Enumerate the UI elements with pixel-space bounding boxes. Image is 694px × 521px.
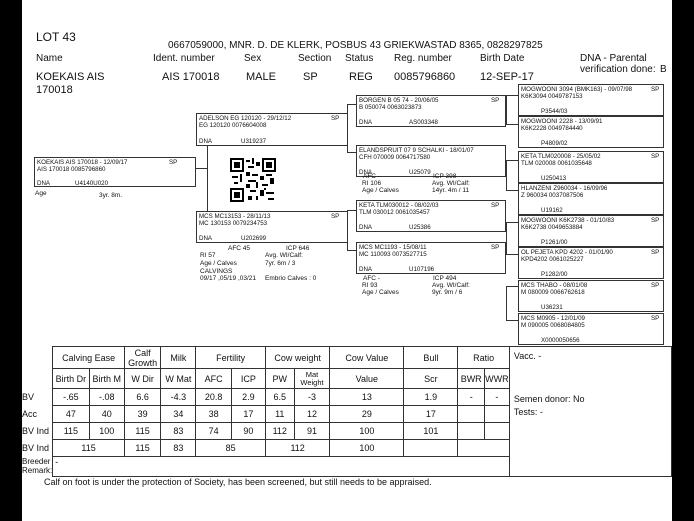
lot-sheet: LOT 43 0667059000, MNR. D. DE KLERK, POSBUS 43 GRIEKWASTAD 8365, 0828297825 Name Ident. number Sex Section Status Reg. number Birth Date DNA - Parental verification done: B KOEKAIS AIS 170018 AIS 170018 MALE SP REG 0085796860 12-SEP-17 KOEKAIS AIS 170018 - 12/09/17 SP AIS 170018 0085796860 DNA U4140U020 Age 3yr. 8m. ADELSON EG 120120 - 29/12/12 SP EG 120120 0076604008 DNA U319237 MCS MC13153 - 28/11/13 SP MC 130153 0079234753 DNA U202699 AFC 45 ICP 646 RI 57 Avg. WI/Calf: Age / Calves 7yr. 6m / 3 CALVINGS 09/17 ,05/19 ,03/21 Embrio Calves : 0 BORGEN B 05 74 - 20/06/05 SP B 050074 0063023873 DNA AS003348 ELANDSPRUIT 07 9 SCHALKI - 18/01/07 CFH 070009 0064717580 DNA U25079 AFC - ICP 398 RI 106 Avg. WI/Calf: Age / Calves 14yr. 4m / 11 KETA TLM030012 - 08/02/03 SP TLM 030012 0061035457 DNA U25386 MCS MC1193 - 15/08/11 SP MC 110093 0073527715 DNA U107196 AFC - ICP 494 RI 93 Avg. WI/Calf: Age / Calves 9yr. 9m / 6 MOGWOONI 3094 (BMK163) - 09/07/98 SP K6K3094 0049787153 P3544/03 MOGWOONI 2228 - 13/09/91 K6K2228 0049784440 P4809/02 KETA TLM020008 - 25/05/02 SP TLM 020008 0061035648 U250413 HLANZENI Z960034 - 16/09/96 Z 960034 0037087506 U19162 MOGWOONI K6K2738 - 01/10/83 SP K6K2738 0049653884 P1261/00 OL PEJETA KPD 4202 - 01/01/90 SP KPD4202 0061025227 P1282/00 MCS THABO - 08/01/08 SP M 080009 0066762618 U36231 MCS M0905 - 12/01/09 SP M 090005 0068084805 X0000050656 Calving Ease Calf Growth Milk Fertility Cow weight Cow Value Bull Ratio Vacc. - Semen donor: No Tests: - Birth Dr Birth M W Dir W Mat AFC ICP PW Mat Weight Value Scr BWR WWR BV -.65 -.08 6.6 -4.3 20.8 2.9 6.5 -3 13 1.9 - - Acc 47 40 39 34 38 17 11 12 29 17 BV Ind 115 100 115 83 74 90 112 91 100 101 BV Ind 115 115 83 85 112 100 Breeder Remark: - Calf on foot is under the protection of Society, has been screened, but still needs to be appraised. xyxy=(22,0,672,521)
sire-dam-box: ELANDSPRUIT 07 9 SCHALKI - 18/01/07 CFH 070009 0064717580 DNA U25079 xyxy=(356,145,506,177)
animal-reg: 0085796860 xyxy=(394,71,456,83)
header-ident: Ident. number xyxy=(153,53,215,64)
dam-dam-box: MCS MC1193 - 15/08/11 SP MC 110093 0073527715 DNA U107196 xyxy=(356,242,506,274)
owner-line: 0667059000, MNR. D. DE KLERK, POSBUS 43 GRIEKWASTAD 8365, 0828297825 xyxy=(168,40,543,51)
footer-note: Calf on foot is under the protection of Society, has been screened, but still needs to be appraised. xyxy=(44,477,432,487)
ggp-box: HLANZENI Z960034 - 16/09/96 Z 960034 0037087506 U19162 xyxy=(518,183,664,215)
dam-sire-box: KETA TLM030012 - 08/02/03 SP TLM 030012 0061035457 DNA U25386 xyxy=(356,200,506,232)
subject-pedigree-box: KOEKAIS AIS 170018 - 12/09/17 SP AIS 170018 0085796860 DNA U4140U020 xyxy=(34,157,196,187)
sire-box: ADELSON EG 120120 - 29/12/12 SP EG 120120 0076604008 DNA U319237 xyxy=(196,113,348,146)
header-section: Section xyxy=(298,53,332,64)
animal-sex: MALE xyxy=(246,71,276,83)
qr-code xyxy=(230,158,276,202)
ggp-box: MOGWOONI K6K2738 - 01/10/83 SP K6K2738 0049653884 P1261/00 xyxy=(518,215,664,247)
ggp-box: MCS THABO - 08/01/08 SP M 080009 0066762618 U36231 xyxy=(518,280,664,312)
header-dna-value: B xyxy=(660,64,667,75)
header-dna1: DNA - Parental xyxy=(580,53,647,64)
ggp-box: MOGWOONI 3094 (BMK163) - 09/07/98 SP K6K3094 0049787153 P3544/03 xyxy=(518,84,664,116)
lot-number: LOT 43 xyxy=(36,30,76,44)
vacc-text: Vacc. - xyxy=(513,351,542,361)
animal-name-2: 170018 xyxy=(36,84,73,96)
animal-ident: AIS 170018 xyxy=(162,71,220,83)
header-name: Name xyxy=(36,53,63,64)
sire-sire-box: BORGEN B 05 74 - 20/06/05 SP B 050074 0063023873 DNA AS003348 xyxy=(356,95,506,127)
tests-text: Tests: - xyxy=(513,407,543,417)
header-dna2: verification done: xyxy=(580,64,656,75)
animal-status: REG xyxy=(349,71,373,83)
ggp-box: MOGWOONI 2228 - 13/09/91 K6K2228 0049784440 P4809/02 xyxy=(518,116,664,148)
ggp-box: KETA TLM020008 - 25/05/02 SP TLM 020008 0061035648 U250413 xyxy=(518,151,664,183)
ggp-box: OL PEJETA KPD 4202 - 01/01/90 SP KPD4202 0061025227 P1282/00 xyxy=(518,247,664,279)
animal-name: KOEKAIS AIS xyxy=(36,71,105,83)
animal-section: SP xyxy=(303,71,318,83)
header-sex: Sex xyxy=(244,53,262,64)
header-status: Status xyxy=(345,53,374,64)
header-reg: Reg. number xyxy=(394,53,452,64)
dam-box: MCS MC13153 - 28/11/13 SP MC 130153 0079234753 DNA U202699 xyxy=(196,211,348,243)
ggp-box: MCS M0905 - 12/01/09 SP M 090005 0068084805 X0000050656 xyxy=(518,313,664,345)
breeding-values-table: Calving Ease Calf Growth Milk Fertility Cow weight Cow Value Bull Ratio Vacc. - Semen donor: No Tests: - Birth Dr Birth M W Dir W Mat AFC ICP PW Mat Weight Value Scr BWR WWR BV -.65 -.08 6.6 -4.3 20.8 2.9 6.5 -3 13 1.9 - - Acc 47 40 39 34 38 17 11 12 29 17 BV Ind 115 100 115 83 74 90 112 91 100 101 BV Ind 115 115 83 85 112 100 Breeder Remark: - xyxy=(22,346,672,477)
animal-birth: 12-SEP-17 xyxy=(480,71,534,83)
header-birth: Birth Date xyxy=(480,53,525,64)
semen-donor: Semen donor: No xyxy=(513,394,585,404)
